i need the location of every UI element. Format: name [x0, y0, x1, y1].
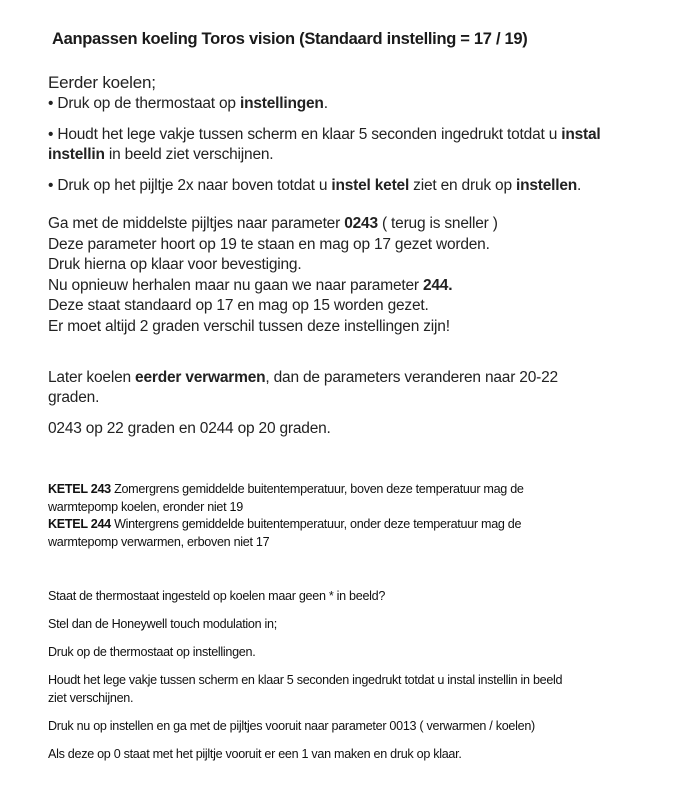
text: Nu opnieuw herhalen maar nu gaan we naar parameter	[48, 277, 423, 294]
ketel-244-line1	[48, 517, 521, 531]
text: .	[577, 177, 582, 194]
text: in beeld ziet verschijnen.	[104, 146, 274, 163]
bold-text: KETEL 244	[48, 517, 111, 531]
bullet-instellingen	[48, 95, 328, 113]
later-koelen-line1	[48, 369, 558, 387]
text: • Druk op de thermostaat op	[48, 95, 240, 112]
bold-text: instellingen	[239, 95, 324, 112]
param-line-6: Er moet altijd 2 graden verschil tussen deze instellingen zijn!	[48, 318, 450, 335]
ketel-243-line2: warmtepomp koelen, eronder niet 19	[48, 500, 243, 514]
text: Ga met de middelste pijltjes naar parameter	[48, 215, 345, 232]
bold-text: instellin	[48, 146, 105, 163]
section-heading-eerder-koelen: Eerder koelen;	[48, 73, 156, 92]
text: Later koelen	[48, 369, 136, 386]
honeywell-line-5: Druk nu op instellen en ga met de pijltjes vooruit naar parameter 0013 ( verwarmen / koelen)	[48, 719, 535, 733]
text: ( terug is sneller )	[377, 215, 498, 232]
ketel-243-line1	[48, 482, 524, 496]
param-line-3: Druk hierna op klaar voor bevestiging.	[48, 256, 302, 273]
bold-text: 244.	[422, 277, 453, 294]
honeywell-line-2: Stel dan de Honeywell touch modulation in;	[48, 617, 277, 631]
honeywell-line-4b: ziet verschijnen.	[48, 691, 134, 705]
text: Zomergrens gemiddelde buitentemperatuur, boven deze temperatuur mag de	[110, 482, 524, 496]
param-244-line	[48, 277, 452, 295]
param-line-2: Deze parameter hoort op 19 te staan en mag op 17 gezet worden.	[48, 236, 490, 253]
param-0243-line	[48, 215, 498, 233]
text: .	[323, 95, 328, 112]
bullet-instel-ketel	[48, 177, 581, 195]
bold-text: instellen	[515, 177, 578, 194]
bullet-hold-button-line1	[48, 126, 601, 144]
bold-text: instal	[561, 126, 601, 143]
honeywell-line-4a: Houdt het lege vakje tussen scherm en klaar 5 seconden ingedrukt totdat u instal instellin in beeld	[48, 673, 563, 687]
bold-text: 0243	[344, 215, 378, 232]
document-title: Aanpassen koeling Toros vision (Standaard instelling = 17 / 19)	[52, 30, 528, 48]
honeywell-line-6: Als deze op 0 staat met het pijltje vooruit er een 1 van maken en druk op klaar.	[48, 747, 462, 761]
bold-text: KETEL 243	[48, 482, 111, 496]
bold-text: instel ketel	[331, 177, 410, 194]
bold-text: eerder verwarmen	[135, 369, 266, 386]
later-koelen-line2: graden.	[48, 389, 100, 406]
bullet-hold-button-line2	[48, 146, 273, 164]
param-line-5: Deze staat standaard op 17 en mag op 15 worden gezet.	[48, 297, 429, 314]
text: Wintergrens gemiddelde buitentemperatuur, onder deze temperatuur mag de	[110, 517, 522, 531]
text: ziet en druk op	[409, 177, 516, 194]
ketel-244-line2: warmtepomp verwarmen, erboven niet 17	[48, 535, 270, 549]
honeywell-line-3: Druk op de thermostaat op instellingen.	[48, 645, 256, 659]
honeywell-line-1: Staat de thermostaat ingesteld op koelen maar geen * in beeld?	[48, 589, 386, 603]
text: • Druk op het pijltje 2x naar boven totdat u	[48, 177, 332, 194]
text: • Houdt het lege vakje tussen scherm en klaar 5 seconden ingedrukt totdat u	[48, 126, 562, 143]
text: , dan de parameters veranderen naar 20-22	[265, 369, 558, 386]
later-koelen-values: 0243 op 22 graden en 0244 op 20 graden.	[48, 420, 331, 437]
